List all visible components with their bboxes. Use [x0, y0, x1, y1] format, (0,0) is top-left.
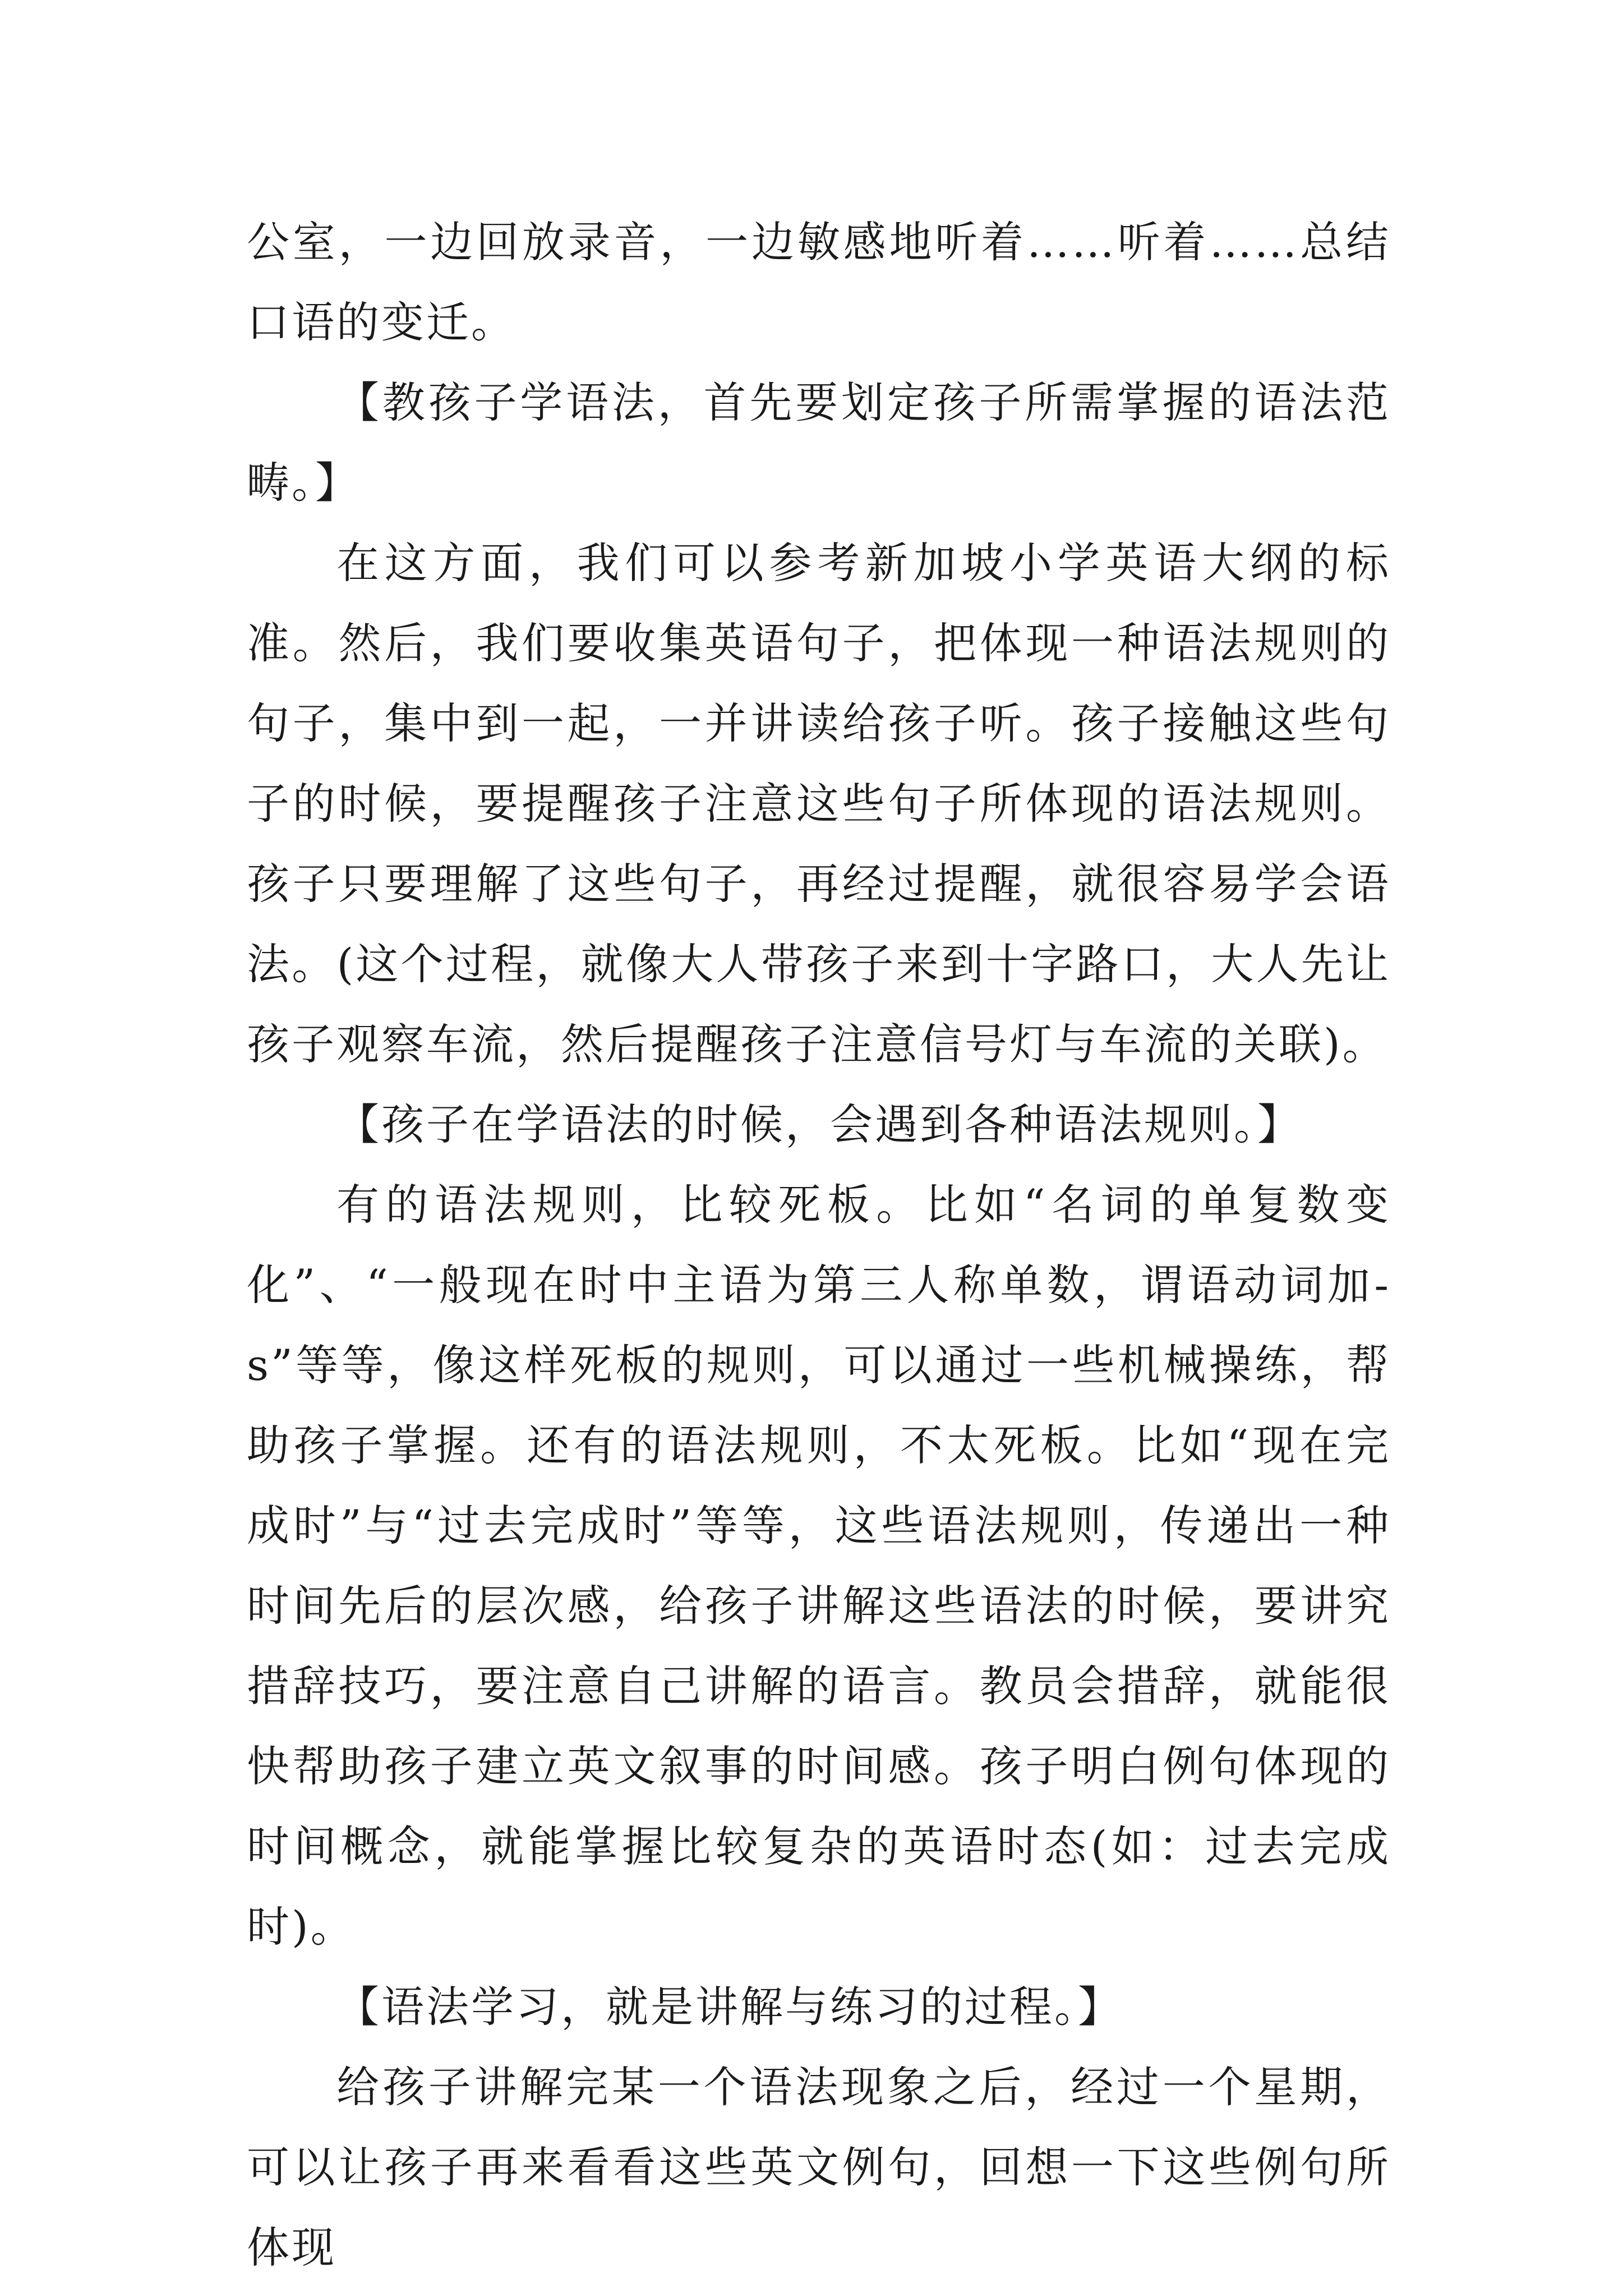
paragraph-grammar-practice: 给孩子讲解完某一个语法现象之后，经过一个星期，可以让孩子再来看看这些英文例句，回想一下这些例句所体现 — [247, 2062, 1391, 2272]
section-heading-grammar-rules: 【孩子在学语法的时候，会遇到各种语法规则。】 — [336, 1099, 1302, 1149]
paragraph-continuation: 公室，一边回放录音，一边敏感地听着……听着……总结口语的变迁。 — [247, 217, 1391, 347]
document-body — [247, 202, 1391, 2288]
section-heading-grammar-practice: 【语法学习，就是讲解与练习的过程。】 — [336, 1982, 1123, 2032]
section-heading-grammar-scope: 【教孩子学语法，首先要划定孩子所需掌握的语法范畴。】 — [247, 378, 1391, 508]
paragraph-grammar-scope: 在这方面，我们可以参考新加坡小学英语大纲的标准。然后，我们要收集英语句子，把体现一种语法规则的句子，集中到一起，一并讲读给孩子听。孩子接触这些句子的时候，要提醒孩子注意这些句子所体现的语法规则。孩子只要理解了这些句子，再经过提醒，就很容易学会语法。(这个过程，就像大人带孩子来到十字路口，大人先让孩子观察车流，然后提醒孩子注意信号灯与车流的关联)。 — [247, 538, 1391, 1069]
paragraph-grammar-rules: 有的语法规则，比较死板。比如“名词的单复数变化”、“一般现在时中主语为第三人称单数，谓语动词加-s”等等，像这样死板的规则，可以通过一些机械操练，帮助孩子掌握。还有的语法规则，不太死板。比如“现在完成时”与“过去完成时”等等，这些语法规则，传递出一种时间先后的层次感，给孩子讲解这些语法的时候，要讲究措辞技巧，要注意自己讲解的语言。教员会措辞，就能很快帮助孩子建立英文叙事的时间感。孩子明白例句体现的时间概念，就能掌握比较复杂的英语时态(如：过去完成时)。 — [247, 1180, 1391, 1952]
